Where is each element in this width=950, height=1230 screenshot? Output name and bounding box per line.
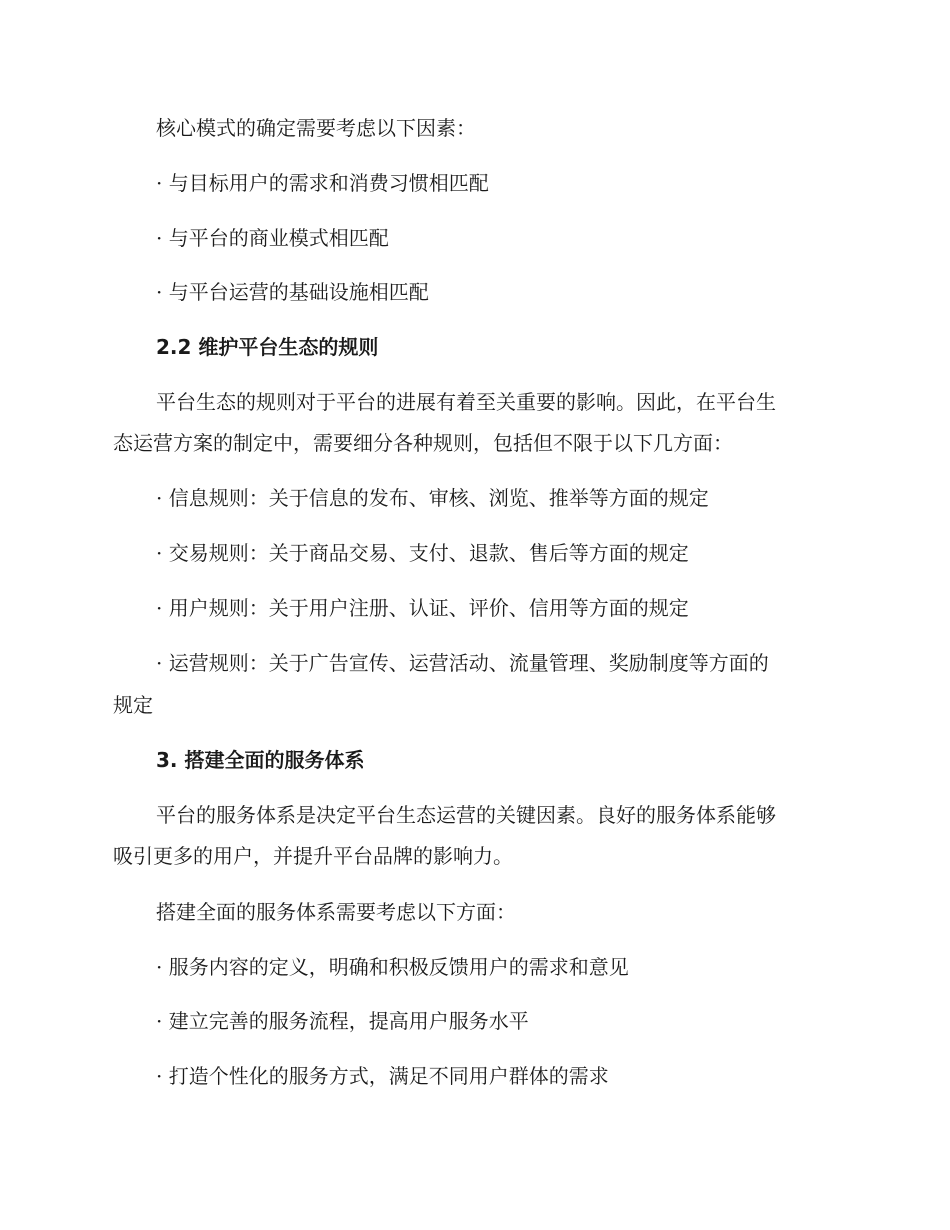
rules-item-operation-line-2: 规定 [113,693,153,717]
rules-item-information: · 信息规则：关于信息的发布、审核、浏览、推举等方面的规定 [156,486,709,510]
rules-paragraph-line-1: 平台生态的规则对于平台的进展有着至关重要的影响。因此，在平台生 [156,390,776,414]
core-mode-item-1: · 与目标用户的需求和消费习惯相匹配 [156,171,489,195]
service-paragraph-line-1: 平台的服务体系是决定平台生态运营的关键因素。良好的服务体系能够 [156,803,776,827]
intro-core-mode: 核心模式的确定需要考虑以下因素： [156,116,476,140]
service-paragraph-line-2: 吸引更多的用户，并提升平台品牌的影响力。 [113,844,513,868]
rules-item-transaction: · 交易规则：关于商品交易、支付、退款、售后等方面的规定 [156,541,689,565]
intro-service: 搭建全面的服务体系需要考虑以下方面： [156,900,516,924]
rules-item-operation-line-1: · 运营规则：关于广告宣传、运营活动、流量管理、奖励制度等方面的 [156,651,769,675]
service-item-1: · 服务内容的定义，明确和积极反馈用户的需求和意见 [156,955,629,979]
core-mode-item-2: · 与平台的商业模式相匹配 [156,226,389,250]
service-item-2: · 建立完善的服务流程，提高用户服务水平 [156,1009,529,1033]
rules-item-user: · 用户规则：关于用户注册、认证、评价、信用等方面的规定 [156,596,689,620]
service-item-3: · 打造个性化的服务方式，满足不同用户群体的需求 [156,1064,609,1088]
section-heading-3: 3. 搭建全面的服务体系 [156,748,365,772]
core-mode-item-3: · 与平台运营的基础设施相匹配 [156,280,429,304]
section-heading-2-2: 2.2 维护平台生态的规则 [156,335,379,359]
rules-paragraph-line-2: 态运营方案的制定中，需要细分各种规则，包括但不限于以下几方面： [113,431,733,455]
